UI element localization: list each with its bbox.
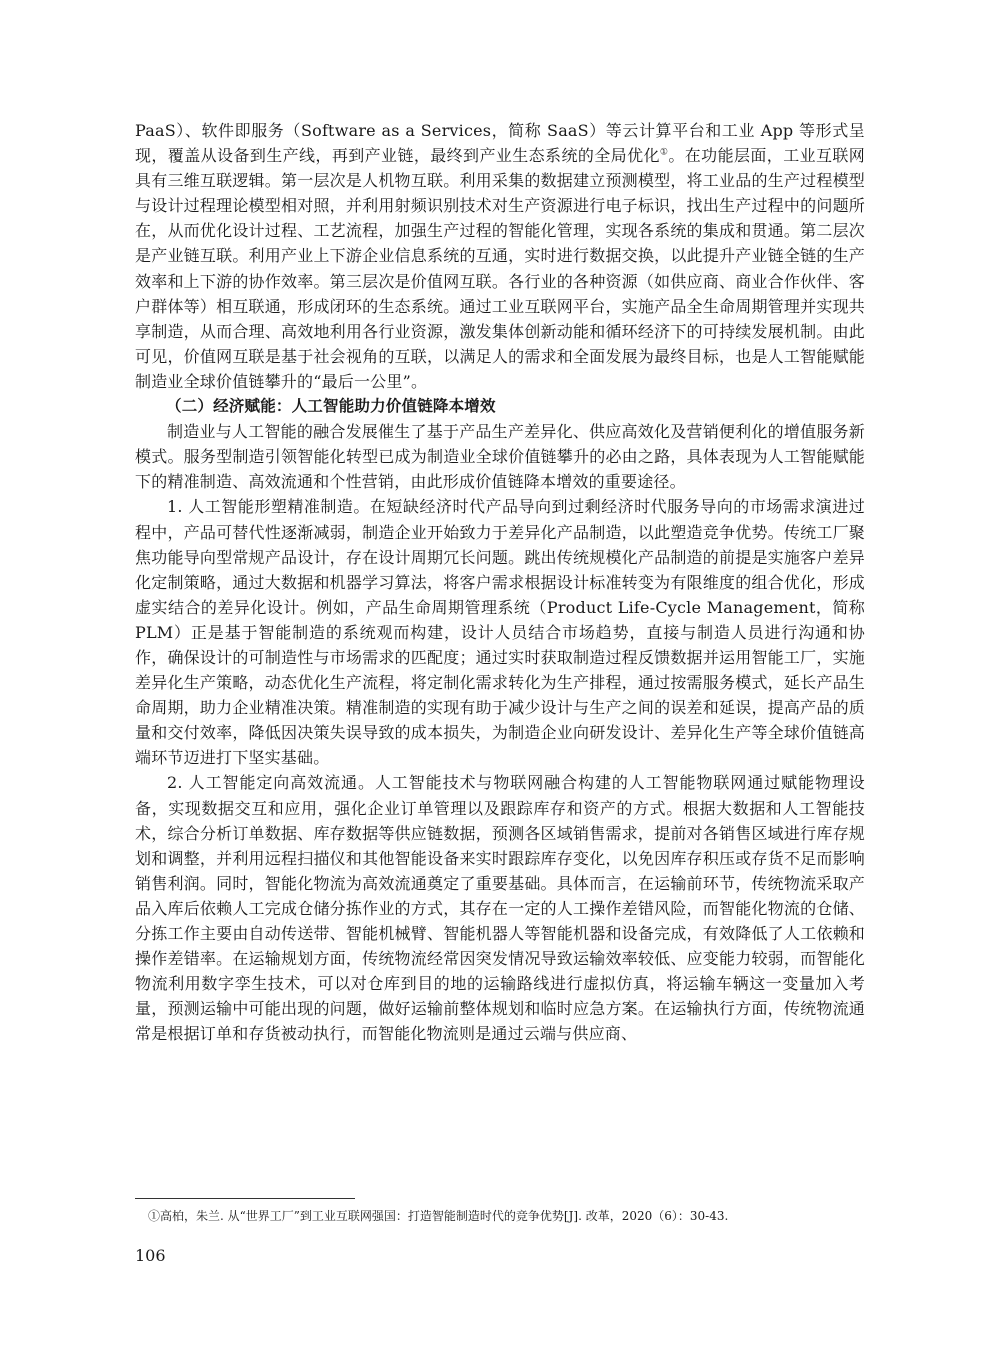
footnote: ①高柏，朱兰. 从“世界工厂”到工业互联网强国：打造智能制造时代的竞争优势[J]. 改革，2020（6）：30-43. (148, 1209, 729, 1223)
paragraph-efficient-circulation: 2. 人工智能定向高效流通。人工智能技术与物联网融合构建的人工智能物联网通过赋能物理设备，实现数据交互和应用，强化企业订单管理以及跟踪库存和资产的方式。根据大数据和人工智能技术，综合分析订单数据、库存数据等供应链数据，预测各区域销售需求，提前对各销售区域进行库存规划和调整，并利用远程扫描仪和其他智能设备来实时跟踪库存变化，以免因库存积压或存货不足而影响销售利润。同时，智能化物流为高效流通奠定了重要基础。具体而言，在运输前环节，传统物流采取产品入库后依赖人工完成仓储分拣作业的方式，其存在一定的人工操作差错风险，而智能化物流的仓储、分拣工作主要由自动传送带、智能机械臂、智能机器人等智能机器和设备完成，有效降低了人工依赖和操作差错率。在运输规划方面，传统物流经常因突发情况导致运输效率较低、应变能力较弱，而智能化物流利用数字孪生技术，可以对仓库到目的地的运输路线进行虚拟仿真，将运输车辆这一变量加入考量，预测运输中可能出现的问题，做好运输前整体规划和临时应急方案。在运输执行方面，传统物流通常是根据订单和存货被动执行，而智能化物流则是通过云端与供应商、 (135, 773, 865, 1044)
footnote-divider (135, 1198, 355, 1199)
paragraph-economic-empowerment: 制造业与人工智能的融合发展催生了基于产品生产差异化、供应高效化及营销便利化的增值服务新模式。服务型制造引领智能化转型已成为制造业全球价值链攀升的必由之路，具体表现为人工智能赋能下的精准制造、高效流通和个性营销，由此形成价值链降本增效的重要途径。 (135, 422, 865, 492)
paragraph-intro-rest: 。在功能层面，工业互联网具有三维互联逻辑。第一层次是人机物互联。利用采集的数据建立预测模型，将工业品的生产过程模型与设计过程理论模型相对照，并利用射频识别技术对生产资源进行电子标识，找出生产过程中的问题所在，从而优化设计过程、工艺流程，加强生产过程的智能化管理，实现各系统的集成和贯通。第二层次是产业链互联。利用产业上下游企业信息系统的互通，实时进行数据交换，以此提升产业链全链的生产效率和上下游的协作效率。第三层次是价值网互联。各行业的各种资源（如供应商、商业合作伙伴、客户群体等）相互联通，形成闭环的生态系统。通过工业互联网平台，实施产品全生命周期管理并实现共享制造，从而合理、高效地利用各行业资源，激发集体创新动能和循环经济下的可持续发展机制。由此可见，价值网互联是基于社会视角的互联，以满足人的需求和全面发展为最终目标，也是人工智能赋能制造业全球价值链攀升的“最后一公里”。 (135, 146, 866, 391)
section-heading: （二）经济赋能：人工智能助力价值链降本增效 (166, 397, 496, 416)
paragraph-intro (135, 118, 865, 394)
footnote-reference-mark[interactable]: ① (659, 147, 669, 158)
paragraph-intro-text: PaaS）、软件即服务（Software as a Services，简称 SaaS）等云计算平台和工业 App 等形式呈现，覆盖从设备到生产线，再到产业链，最终到产业生态系统的全局优化 (135, 121, 865, 166)
page-number: 106 (135, 1246, 166, 1265)
body-text (135, 118, 865, 1046)
paragraph-precision-manufacturing: 1. 人工智能形塑精准制造。在短缺经济时代产品导向到过剩经济时代服务导向的市场需求演进过程中，产品可替代性逐渐减弱，制造企业开始致力于差异化产品制造，以此塑造竞争优势。传统工厂聚焦功能导向型常规产品设计，存在设计周期冗长问题。跳出传统规模化产品制造的前提是实施客户差异化定制策略，通过大数据和机器学习算法，将客户需求根据设计标准转变为有限维度的组合优化，形成虚实结合的差异化设计。例如，产品生命周期管理系统（Product Life-Cycle Management，简称 PLM）正是基于智能制造的系统观而构建，设计人员结合市场趋势，直接与制造人员进行沟通和协作，确保设计的可制造性与市场需求的匹配度；通过实时获取制造过程反馈数据并运用智能工厂，实施差异化生产策略，动态优化生产流程，将定制化需求转化为生产排程，通过按需服务模式，延长产品生命周期，助力企业精准决策。精准制造的实现有助于减少设计与生产之间的误差和延误，提高产品的质量和交付效率，降低因决策失误导致的成本损失，为制造企业向研发设计、差异化生产等全球价值链高端环节迈进打下坚实基础。 (135, 497, 865, 768)
